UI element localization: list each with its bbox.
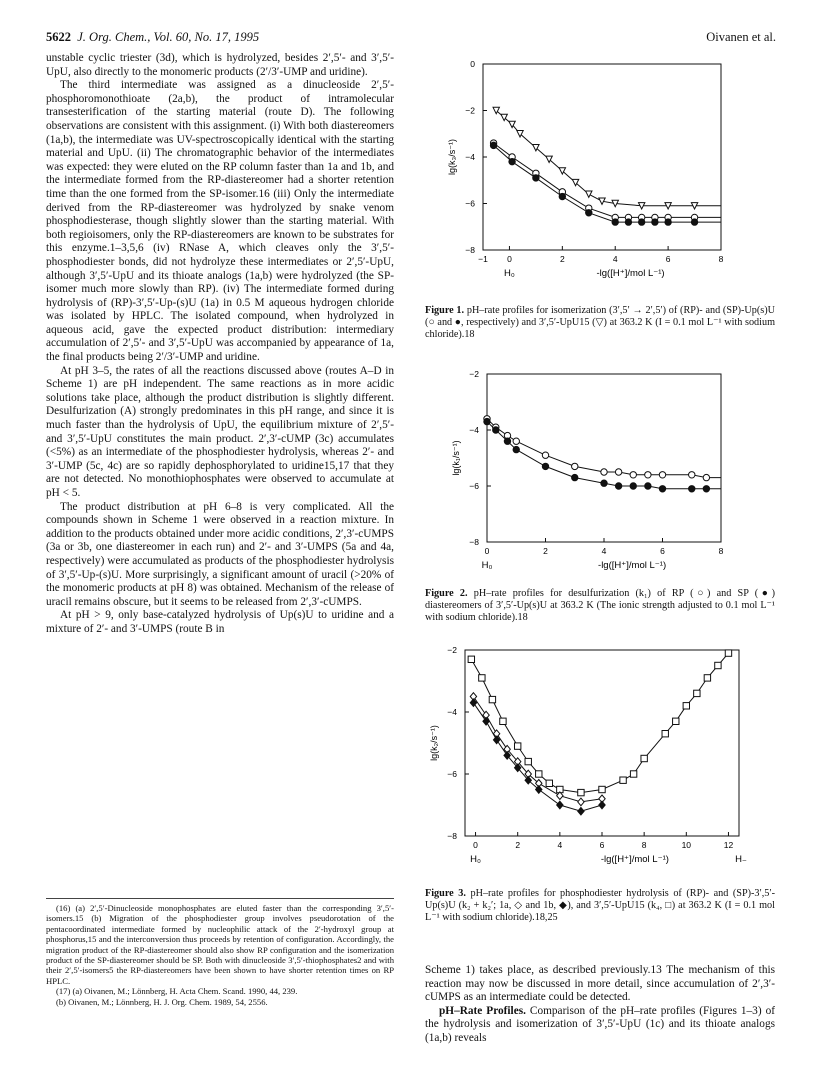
x-tick-label: 10 [681,840,692,850]
x-tick-label: 2 [515,840,521,850]
y-tick-label: −4 [469,425,479,435]
data-point [536,786,542,794]
figure-1-caption [425,305,775,342]
y-axis-label: lg(k₃/s⁻¹) [447,139,457,175]
h0-label: H₀ [504,268,515,279]
y-axis-label: lg(k₂/s⁻¹) [429,725,439,761]
page-number: 5622 [46,30,71,44]
data-point [493,427,499,433]
x-tick-label: 8 [641,840,647,850]
footnote-rule [46,898,394,899]
figure-3 [425,640,777,885]
paragraph: Scheme 1) takes place, as described previously.13 The mechanism of this reaction may now be discussed in more detail, since accumulation of 2′,3′-cUMPS as an intermediate could be detected. [425,964,775,1004]
data-point [578,798,584,806]
figure-2-chart [425,364,777,594]
paragraph: The product distribution at pH 6–8 is very complicated. All the compounds shown in Scheme 1 were observed in a reaction mixture. In addition to the products obtained under more acidic conditions, 2′,3′-cUMPS (3a or 3b, one diastereomer in each run) and 2′- and 3′-UMPS (5a and 4a, respectively) were accumulated as products of the phosphodiester hydrolysis of 3′,5′-Up-(s)U. More surprisingly, a significant amount of uracil (>20% of the monomeric products at pH 8) was obtained. Mechanism of the release of uracil remains obscure, but it seems to be released from 2′,3′-cUMPS. [46,500,394,608]
x-tick-label: 8 [718,254,724,264]
x-tick-label: 0 [473,840,478,850]
y-tick-label: −2 [447,645,457,655]
section-heading: pH–Rate Profiles. [439,1004,526,1017]
data-point [694,690,700,696]
footnote: (b) Oivanen, M.; Lönnberg, H. J. Org. Chem. 1989, 54, 2556. [56,996,268,1007]
data-point [468,656,474,662]
y-tick-label: −6 [465,198,475,209]
footnotes [46,898,394,1007]
data-point [689,486,695,492]
x-tick-label: 4 [612,254,618,264]
data-point [704,675,710,681]
data-point [683,703,689,709]
right-body-text [425,964,775,1046]
footnote: (17) (a) Oivanen, M.; Lönnberg, H. Acta Chem. Scand. 1990, 44, 239. [56,986,298,997]
data-point [514,743,520,749]
figure-2 [425,364,777,599]
data-point [645,472,651,478]
data-point [599,801,605,809]
paragraph-text: Comparison of the pH–rate profiles (Figures 1–3) of the hydrolysis and isomerization of 3′,5′-UpU (1c) and its thioate analogs (1a,b) reveals [425,1004,775,1044]
y-tick-label: 0 [470,59,475,69]
x-tick-label: 4 [601,546,607,556]
data-point [572,463,578,469]
figure-2-caption-text: pH–rate profiles for desulfurization (k₁) of RP (○) and SP (●) diastereomers of 3′,5′-Up(s)U at 363.2 K (The ionic strength adjusted to 0.1 mol L⁻¹ with sodium chloride).18 [425,588,775,624]
data-point [625,219,631,225]
y-tick-label: −8 [447,831,457,841]
data-point [525,758,531,764]
figure-2-label: Figure 2. [425,588,468,599]
data-point [489,696,495,702]
y-tick-label: −6 [447,769,457,779]
data-point [479,675,485,681]
y-tick-label: −6 [469,481,479,491]
h-minus-label: H₋ [735,854,747,865]
paragraph [425,1005,775,1046]
data-point [620,777,626,783]
page-header [46,30,776,46]
x-tick-label: 2 [543,546,548,556]
data-point [572,474,578,480]
data-point [630,771,636,777]
fit-curve [496,111,721,206]
y-tick-label: −8 [465,245,475,255]
fit-curve [487,422,721,489]
header-authors: Oivanen et al. [706,30,776,44]
data-point [691,219,697,225]
paragraph: At pH 3–5, the rates of all the reactions discussed above (routes A–D in Scheme 1) are pH independent. The same reactions as in more acidic solutions take place, although the product distribution is slightly different. Desulfurization (A) strongly predominates in this pH range, and since it is much faster than the hydrolysis of UpU, the equilibrium mixture of 2′,5′- and 3′,5′-UpU constitutes the main product. 2′,3′-cUMP (3c) accumulates (<5%) as an intermediate of the phosphodiester hydrolysis, whereas 2′- and 3′-UMP (5c, 4c) are so rapidly dephosphorylated to uridine15,17 that they are not detected. No monothiophosphates were observed to accumulate at pH < 5. [46,364,394,499]
y-tick-label: −8 [469,537,479,547]
data-point [536,771,542,777]
data-point [513,438,519,444]
data-point [586,210,592,216]
data-point [513,446,519,452]
x-tick-label: 6 [660,546,665,556]
x-tick-label: 0 [484,546,490,556]
figure-3-label: Figure 3. [425,888,466,899]
data-point [665,219,671,225]
data-point [612,219,618,225]
x-axis-label: -lg([H⁺]/mol L⁻¹) [600,854,669,865]
data-point [638,219,644,225]
data-point [578,789,584,795]
paragraph: The third intermediate was assigned as a dinucleoside 2′,5′-phosphoromonothioate (2a,b), the product of intramolecular transesterification of the starting material (route D). The following observations are consistent with this assignment. (i) With both diastereomers (1a,b), the intermediate was UV-spectroscopically identical with the starting material and UpU. (ii) The chromatographic behavior of the intermediates was expected: they were eluted on the RP column faster than 1a and 1b, and the intermediate formed from the RP-diastereomer had a shorter retention time than the one formed from the SP-isomer.16 (iii) Only the intermediate derived from the RP-diastereomer was hydrolyzed by snake venom phosphodiesterase, though slightly slower than the starting material. With both regioisomers, only the RP-diastereomers are known to be substrates for this enzyme.1–3,5,6 (iv) RNase A, which cleaves only the 3′,5′-phosphodiester bonds, did not hydrolyze these intermediates or 2′,5′-UpU, although 3′,5′-UpU and its thioate analogs (1a,b) were hydrolyzed (the SP-isomer much more slowly than RP). (iv) The intermediate formed during hydrolysis of (RP)-3′,5′-Up-(s)U (1a) in 0.5 M aqueous hydrogen chloride was isolated by HPLC. The isolated compound, when hydrolyzed in aqueous acid, gave the expected product distribution: intermediary accumulation of 2′,5′- and 3′,5′-UpU was accompanied by appearance of 1a, the final products being 2′/3′-UMP and uridine. [46,79,394,364]
data-point [652,219,658,225]
data-point [630,483,636,489]
data-point [703,486,709,492]
figure-3-chart [425,640,777,880]
figure-2-caption [425,588,775,625]
y-tick-label: −4 [447,707,457,717]
data-point [509,158,515,164]
data-point [599,786,605,792]
data-point [725,650,731,656]
data-point [715,662,721,668]
data-point [542,452,548,458]
y-tick-label: −4 [465,152,475,162]
data-point [659,486,665,492]
data-point [557,801,563,809]
data-point [630,472,636,478]
h0-label: H₀ [470,854,481,865]
data-point [615,469,621,475]
header-left [46,30,259,45]
data-point [615,483,621,489]
y-tick-label: −2 [465,105,475,116]
data-point [500,718,506,724]
x-axis-label: -lg([H⁺]/mol L⁻¹) [598,560,667,571]
data-point [641,755,647,761]
x-tick-label: 4 [557,840,563,850]
data-point [578,807,584,815]
data-point [504,438,510,444]
x-tick-label: 2 [559,254,565,264]
y-tick-label: −2 [469,369,479,379]
x-tick-label: 6 [665,254,671,264]
data-point [703,474,709,480]
plot-frame [487,374,721,542]
data-point [689,472,695,478]
x-tick-label: 0 [507,254,512,264]
data-point [533,175,539,181]
data-point [559,193,565,199]
fit-curve [494,145,721,222]
figure-1-caption-text: pH–rate profiles for isomerization (3′,5′ → 2′,5′) of (RP)- and (SP)-Up(s)U (○ and ●, respectively) and 3′,5′-UpU15 (▽) at 363.2 K (I = 0.1 mol L⁻¹ with sodium chloride).18 [425,305,775,341]
data-point [586,191,592,197]
figure-1-label: Figure 1. [425,305,465,316]
data-point [546,780,552,786]
data-point [601,480,607,486]
data-point [645,483,651,489]
figure-1-chart [425,52,777,292]
data-point [659,472,665,478]
fit-curve [471,653,728,793]
y-axis-label: lg(k₁/s⁻¹) [451,440,461,476]
x-axis-label: -lg([H⁺]/mol L⁻¹) [596,268,665,279]
data-point [673,718,679,724]
data-point [542,463,548,469]
x-tick-label: 8 [718,546,724,556]
journal-citation: J. Org. Chem., Vol. 60, No. 17, 1995 [77,30,260,44]
figure-3-caption-text: pH–rate profiles for phosphodiester hydrolysis of (RP)- and (SP)-3′,5′-Up(s)U (k₂ + k₂′; 1a, ◇ and 1b, ◆), and 3′,5′-UpU15 (k₄, □) at 363.2 K (I = 0.1 mol L⁻¹ with sodium chloride).18,25 [425,888,776,924]
paragraph: unstable cyclic triester (3d), which is hydrolyzed, besides 2′,5′- and 3′,5′-UpU, also directly to the monomeric products (2′/3′-UMP and uridine). [46,52,394,78]
paragraph: At pH > 9, only base-catalyzed hydrolysis of Up(s)U to uridine and a mixture of 2′- and 3′-UMPS (route B in [46,609,394,635]
data-point [662,731,668,737]
data-point [490,142,496,148]
footnote: (16) (a) 2′,5′-Dinucleoside monophosphates are eluted faster than the corresponding 3′,5′-isomers.15 (b) Migration of the phosphodiester group involves pseudorotation of the pentacoordinated intermediate formed by nucleophilic attack of the 2′-hydroxyl group at phosphorus,15 and the interconversion thus proceeds by retention of configuration. Accordingly, the migration product of the RP-diastereomer should also show RP configuration and the isomerization product of the SP-diastereomer should be SP. Both with dinucleoside 3′,5′-thiophosphates2 and with their 2′,5′-isomers5 the RP-diastereomers have been shown to have shorter retention times on RP HPLC. [46,903,394,986]
x-tick-label: 12 [723,840,734,850]
x-tick-label: 6 [599,840,605,850]
figure-1 [425,52,777,297]
figure-3-caption [425,888,775,925]
left-column [46,52,394,637]
h0-label: H₀ [481,560,493,571]
data-point [484,418,490,424]
x-tick-label: −1 [478,254,488,264]
data-point [601,469,607,475]
